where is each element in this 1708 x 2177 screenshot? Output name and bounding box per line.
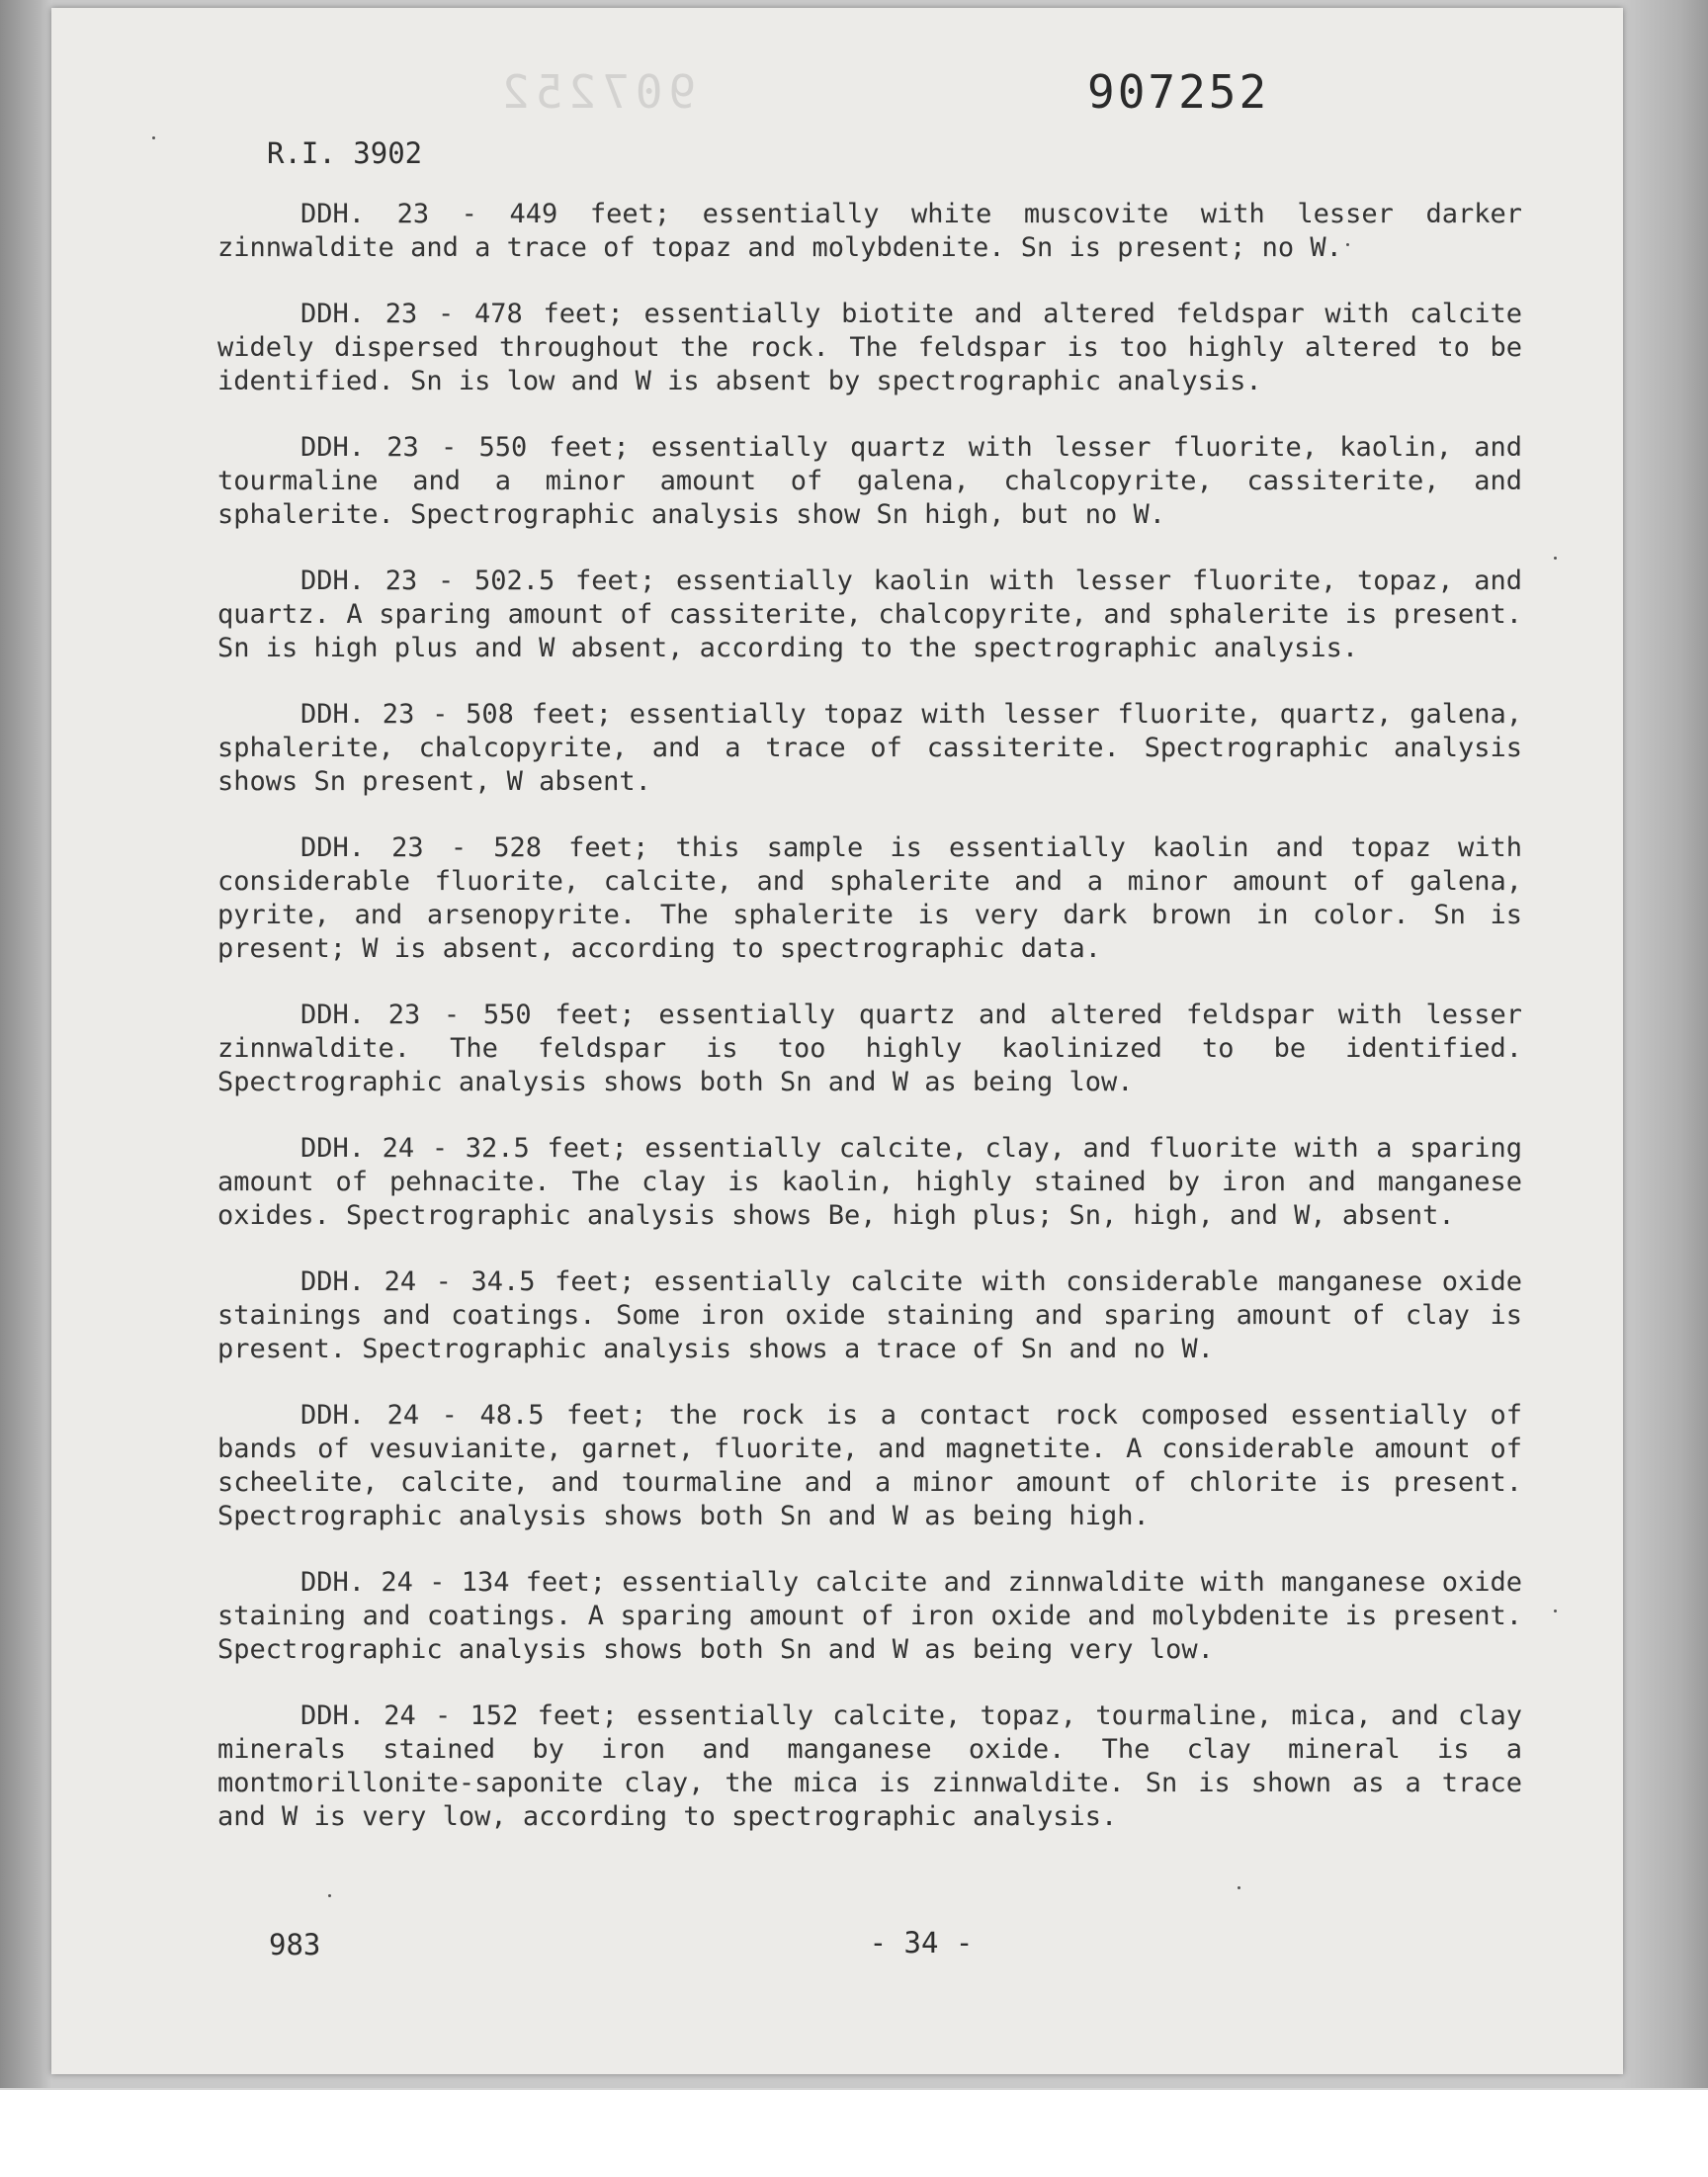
report-id: R.I. 3902 [267, 136, 423, 170]
footer-number: 983 [269, 1928, 321, 1961]
document-body [217, 198, 1522, 1834]
archive-number: 907252 [1087, 65, 1270, 119]
paragraph-ddh-24-34-5: DDH. 24 - 34.5 feet; essentially calcite with considerable manganese oxide stainings and coatings. Some iron oxide staining and sparing amount of clay is present. Spectrographic analysis shows a trace of Sn and no W. [217, 1266, 1522, 1364]
paragraph-ddh-23-502-5: DDH. 23 - 502.5 feet; essentially kaolin with lesser fluorite, topaz, and quartz. A sparing amount of cassiterite, chalcopyrite, and sphalerite is present. Sn is high plus and W absent, according to the spectrographic analysis. [217, 566, 1522, 663]
scan-speck [328, 1894, 331, 1897]
scan-speck [1554, 1610, 1557, 1612]
scan-speck [1238, 1886, 1240, 1889]
scan-speck [152, 136, 155, 139]
scan-speck [1554, 557, 1557, 560]
page-number: - 34 - [869, 1926, 974, 1959]
paragraph-ddh-24-32-5: DDH. 24 - 32.5 feet; essentially calcite, clay, and fluorite with a sparing amount of pehnacite. The clay is kaolin, highly stained by iron and manganese oxides. Spectrographic analysis shows Be, high plus; Sn, high, and W, absent. [217, 1133, 1522, 1231]
paragraph-ddh-24-134: DDH. 24 - 134 feet; essentially calcite and zinnwaldite with manganese oxide staining and coatings. A sparing amount of iron oxide and molybdenite is present. Spectrographic analysis shows both Sn and W as being very low. [217, 1567, 1522, 1665]
paragraph-ddh-23-550: DDH. 23 - 550 feet; essentially quartz with lesser fluorite, kaolin, and tourmaline and a minor amount of galena, chalcopyrite, cassiterite, and sphalerite. Spectrographic analysis show Sn high, but no W. [217, 432, 1522, 530]
paragraph-ddh-23-508: DDH. 23 - 508 feet; essentially topaz with lesser fluorite, quartz, galena, sphalerite, chalcopyrite, and a trace of cassiterite. Spectrographic analysis shows Sn present, W absent. [217, 699, 1522, 797]
paragraph-ddh-23-449: DDH. 23 - 449 feet; essentially white muscovite with lesser darker zinnwaldite and a trace of topaz and molybdenite. Sn is present; no W. [217, 199, 1522, 263]
paragraph-ddh-23-550-second: DDH. 23 - 550 feet; essentially quartz and altered feldspar with lesser zinnwaldite. The feldspar is too highly kaolinized to be identified. Spectrographic analysis shows both Sn and W as being low. [217, 1000, 1522, 1097]
bleed-through-number: 907252 [496, 65, 697, 119]
paragraph-ddh-23-478: DDH. 23 - 478 feet; essentially biotite and altered feldspar with calcite widely dispersed throughout the rock. The feldspar is too highly altered to be identified. Sn is low and W is absent by spectrographic analysis. [217, 299, 1522, 396]
paragraph-ddh-23-528: DDH. 23 - 528 feet; this sample is essentially kaolin and topaz with considerable fluorite, calcite, and sphalerite and a minor amount of galena, pyrite, and arsenopyrite. The sphalerite is very dark brown in color. Sn is present; W is absent, according to spectrographic data. [217, 832, 1522, 964]
scan-bottom-margin [0, 2088, 1708, 2177]
paragraph-ddh-24-48-5: DDH. 24 - 48.5 feet; the rock is a contact rock composed essentially of bands of vesuvianite, garnet, fluorite, and magnetite. A considerable amount of scheelite, calcite, and tourmaline and a minor amount of chlorite is present. Spectrographic analysis shows both Sn and W as being high. [217, 1400, 1522, 1531]
paragraph-ddh-24-152: DDH. 24 - 152 feet; essentially calcite, topaz, tourmaline, mica, and clay minerals stained by iron and manganese oxide. The clay mineral is a montmorillonite-saponite clay, the mica is zinnwaldite. Sn is shown as a trace and W is very low, according to spectrographic analysis. [217, 1700, 1522, 1832]
